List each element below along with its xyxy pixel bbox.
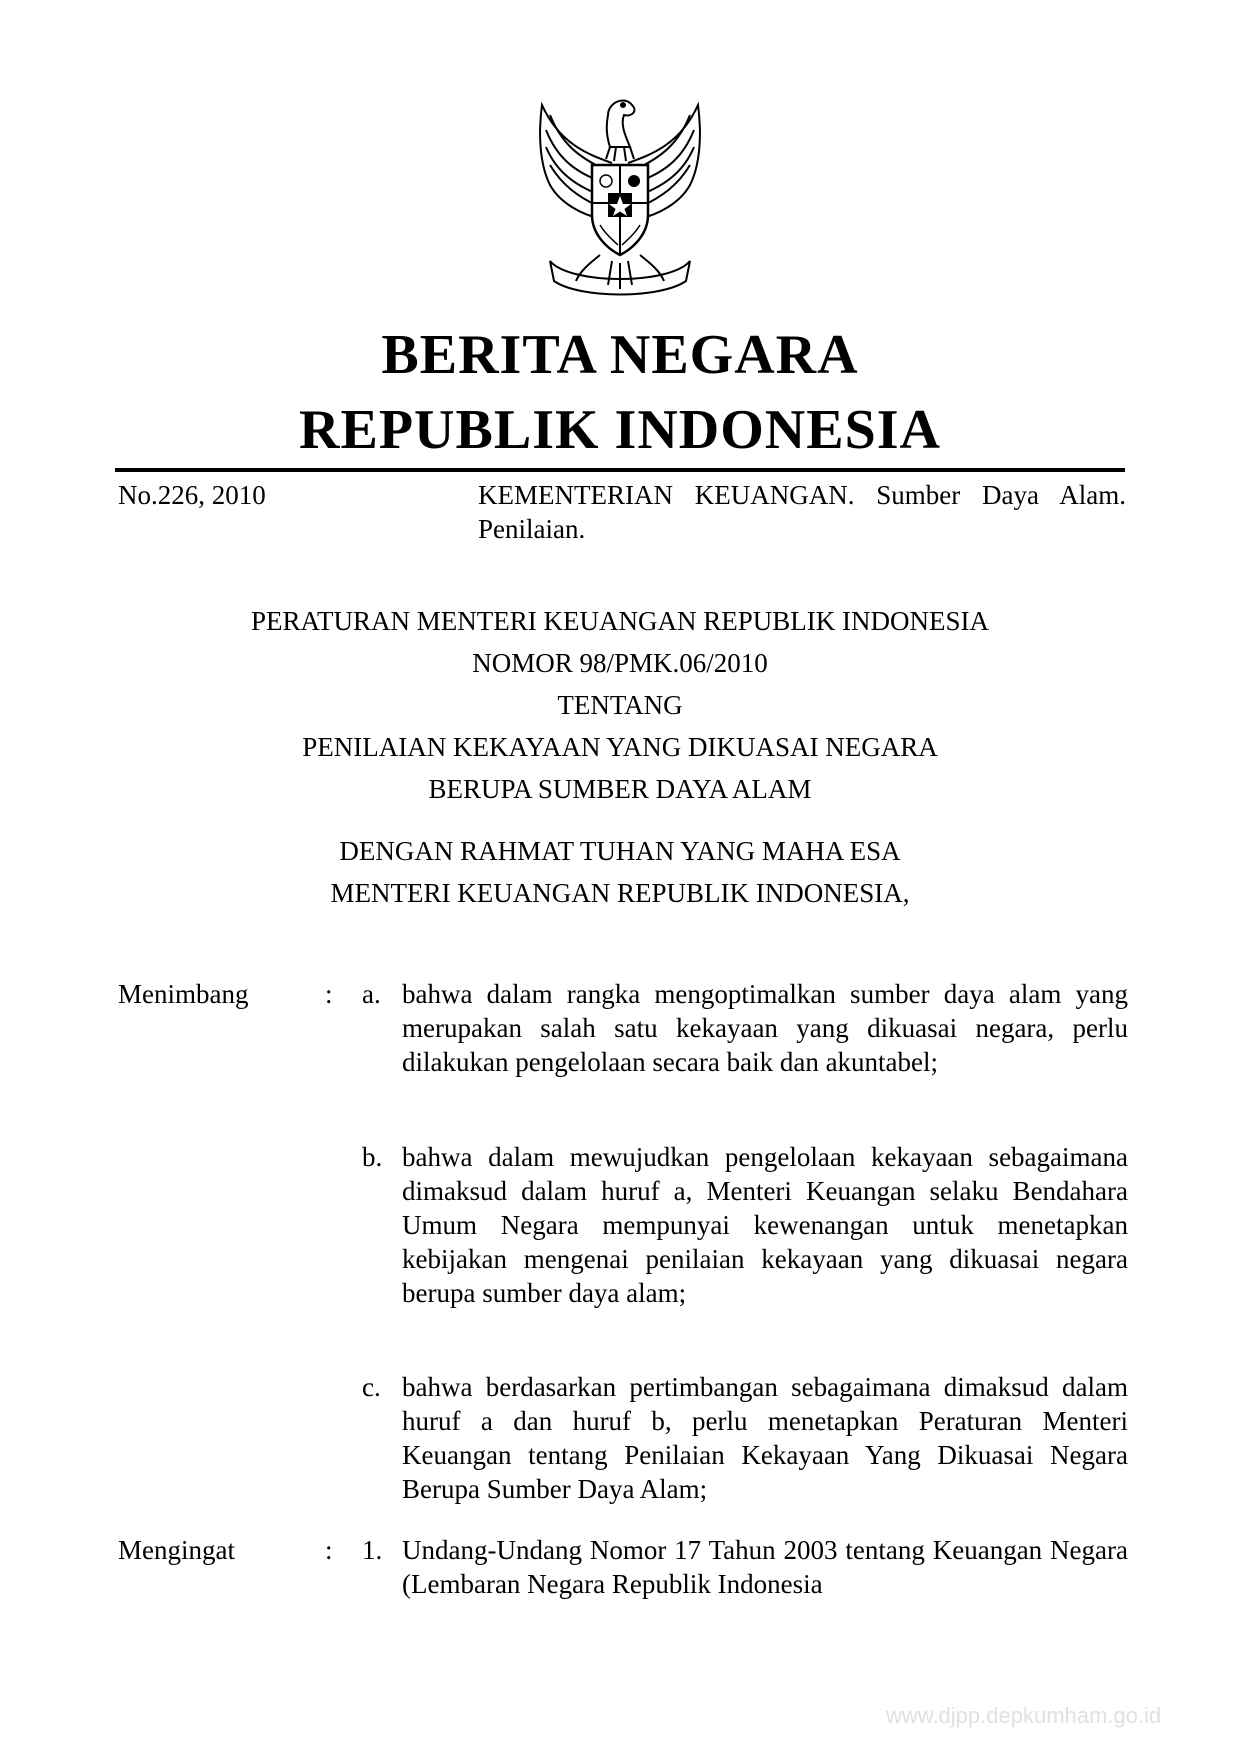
- masthead-line-2: REPUBLIK INDONESIA: [299, 399, 941, 461]
- item-text: bahwa dalam rangka mengoptimalkan sumber daya alam yang merupakan salah satu kekayaan yang dikuasai negara, perlu dilakukan pengelolaan secara baik dan akuntabel;: [402, 979, 1128, 1077]
- masthead-line-1: BERITA NEGARA: [381, 324, 859, 386]
- title-line-6: DENGAN RAHMAT TUHAN YANG MAHA ESA: [339, 836, 901, 866]
- title-line-1: PERATURAN MENTERI KEUANGAN REPUBLIK INDONESIA: [251, 606, 989, 636]
- issue-subject: KEMENTERIAN KEUANGAN. Sumber Daya Alam. Penilaian.: [478, 480, 1126, 544]
- item-marker: b.: [362, 1142, 383, 1172]
- title-line-4: PENILAIAN KEKAYAAN YANG DIKUASAI NEGARA: [302, 732, 938, 762]
- watermark-url: www.djpp.depkumham.go.id: [886, 1703, 1162, 1728]
- item-marker: c.: [362, 1372, 381, 1402]
- item-text: bahwa berdasarkan pertimbangan sebagaimana dimaksud dalam huruf a dan huruf b, perlu menetapkan Peraturan Menteri Keuangan tentang Penilaian Kekayaan Yang Dikuasai Negara Berupa Sumber Daya Alam;: [402, 1372, 1128, 1504]
- title-gap: [0, 810, 1240, 830]
- title-line-2: NOMOR 98/PMK.06/2010: [472, 648, 768, 678]
- menimbang-item-c: [358, 1370, 1128, 1506]
- issue-number: No.226, 2010: [118, 480, 266, 510]
- title-line-7: MENTERI KEUANGAN REPUBLIK INDONESIA,: [330, 878, 910, 908]
- garuda-emblem: [520, 85, 720, 301]
- masthead-rule: [115, 468, 1125, 472]
- mengingat-item-1: [358, 1533, 1128, 1601]
- regulation-title: [0, 600, 1240, 914]
- item-marker: a.: [362, 979, 381, 1009]
- menimbang-label: Menimbang: [118, 979, 249, 1009]
- menimbang-item-a: [358, 977, 1128, 1079]
- mengingat-colon: :: [325, 1535, 333, 1565]
- item-text: Undang-Undang Nomor 17 Tahun 2003 tentang Keuangan Negara (Lembaran Negara Republik Indonesia: [402, 1535, 1128, 1599]
- item-marker: 1.: [362, 1535, 383, 1565]
- title-line-5: BERUPA SUMBER DAYA ALAM: [428, 774, 812, 804]
- item-text: bahwa dalam mewujudkan pengelolaan kekayaan sebagaimana dimaksud dalam huruf a, Menteri Keuangan selaku Bendahara Umum Negara mempunyai kewenangan untuk menetapkan kebijakan mengenai penilaian kekayaan yang dikuasai negara berupa sumber daya alam;: [402, 1142, 1128, 1308]
- mengingat-label: Mengingat: [118, 1535, 235, 1565]
- menimbang-item-b: [358, 1140, 1128, 1310]
- menimbang-colon: :: [325, 979, 333, 1009]
- title-line-3: TENTANG: [557, 690, 683, 720]
